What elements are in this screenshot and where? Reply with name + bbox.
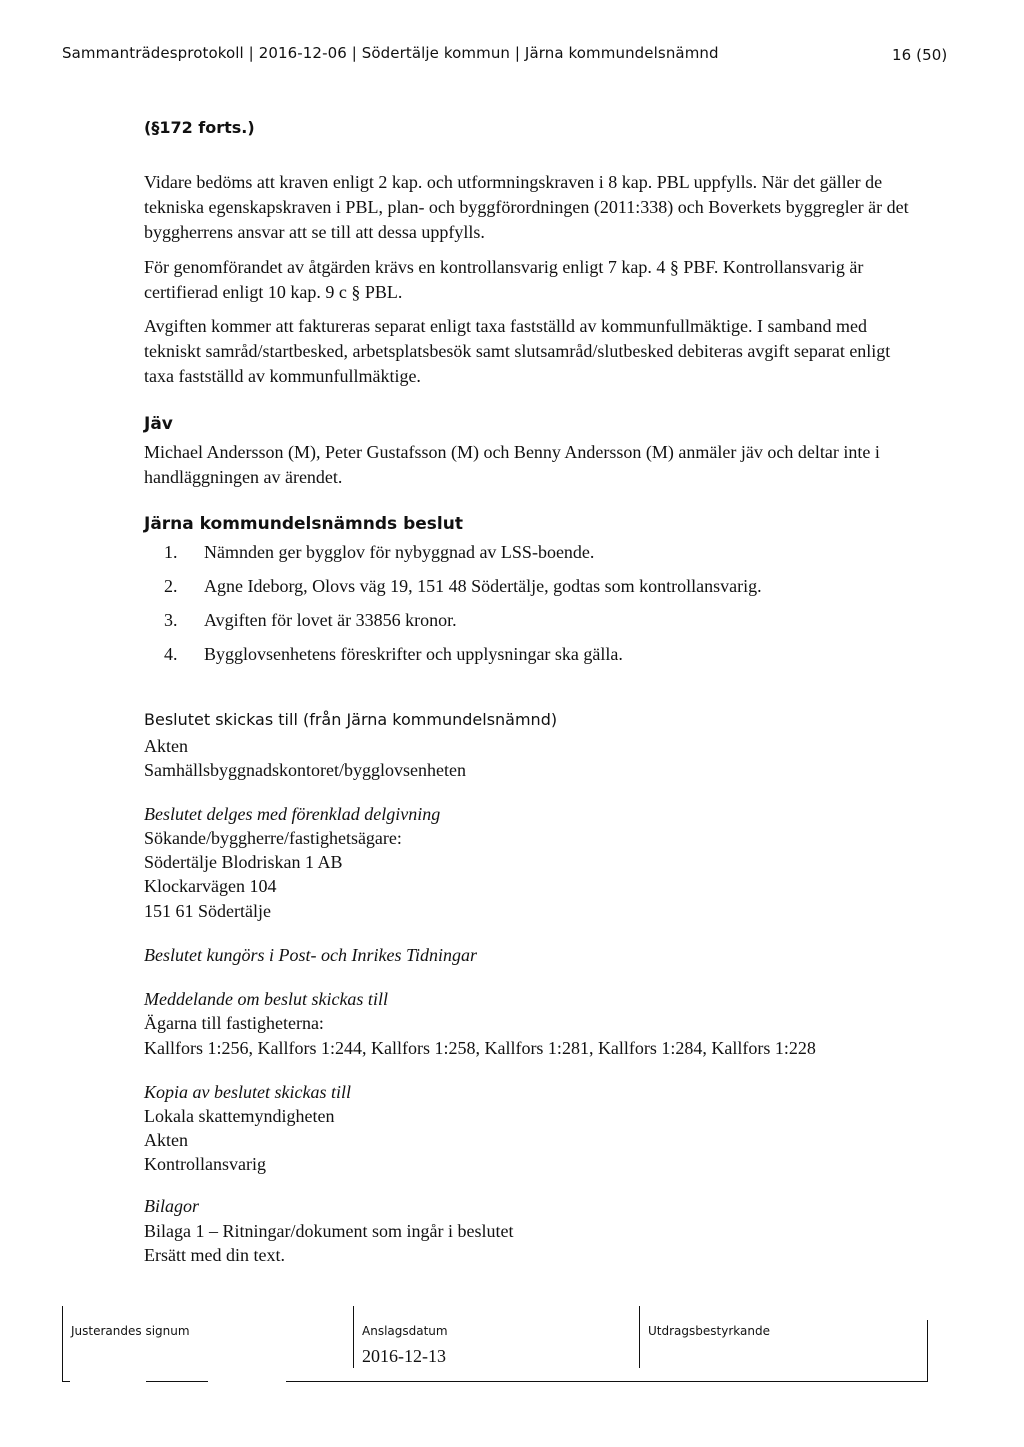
service-line: Södertälje Blodriskan 1 AB <box>144 852 343 872</box>
item-text: Avgiften för lovet är 33856 kronor. <box>204 610 457 630</box>
header-title: Sammanträdesprotokoll | 2016-12-06 | Södertälje kommun | Järna kommundelsnämnd <box>62 44 719 62</box>
section-reference: (§172 forts.) <box>144 118 255 137</box>
posting-date-value: 2016-12-13 <box>362 1346 446 1366</box>
table-border <box>639 1306 640 1368</box>
paragraph-text: Michael Andersson (M), Peter Gustafsson (M) och Benny Andersson (M) anmäler jäv och deltar inte i handläggningen av ärendet. <box>144 442 880 487</box>
list-item <box>144 540 904 574</box>
notice-heading: Meddelande om beslut skickas till <box>144 989 388 1009</box>
attachments-heading: Bilagor <box>144 1196 200 1216</box>
item-number: 2. <box>164 576 178 596</box>
service-heading: Beslutet delges med förenklad delgivning <box>144 804 441 824</box>
notice-line: Ägarna till fastigheterna: <box>144 1013 324 1033</box>
paragraph-requirements <box>144 170 924 245</box>
table-border <box>62 1306 63 1382</box>
table-border <box>927 1320 928 1382</box>
sent-to-line: Samhällsbyggnadskontoret/bygglovsenheten <box>144 760 466 780</box>
copy-line: Kontrollansvarig <box>144 1154 266 1174</box>
service-line: Sökande/byggherre/fastighetsägare: <box>144 828 402 848</box>
item-text: Nämnden ger bygglov för nybyggnad av LSS-boende. <box>204 542 595 562</box>
attachment-line: Ersätt med din text. <box>144 1245 285 1265</box>
copy-line: Akten <box>144 1130 188 1150</box>
list-item <box>144 574 904 608</box>
service-line: Klockarvägen 104 <box>144 876 277 896</box>
copy-heading: Kopia av beslutet skickas till <box>144 1082 351 1102</box>
paragraph-control-responsible <box>144 255 924 305</box>
table-border <box>62 1381 70 1382</box>
notice-line: Kallfors 1:256, Kallfors 1:244, Kallfors 1:258, Kallfors 1:281, Kallfors 1:284, Kallfors 1:228 <box>144 1038 816 1058</box>
table-border <box>353 1306 354 1368</box>
service-line: 151 61 Södertälje <box>144 901 271 921</box>
item-text: Agne Ideborg, Olovs väg 19, 151 48 Södertälje, godtas som kontrollansvarig. <box>204 576 762 596</box>
signature-label: Justerandes signum <box>71 1324 190 1338</box>
table-border <box>286 1381 928 1382</box>
item-number: 1. <box>164 542 178 562</box>
sent-to-heading: Beslutet skickas till (från Järna kommundelsnämnd) <box>144 710 558 729</box>
extract-certification-label: Utdragsbestyrkande <box>648 1324 770 1338</box>
decision-heading: Järna kommundelsnämnds beslut <box>144 514 463 534</box>
decision-list <box>144 540 904 676</box>
copy-line: Lokala skattemyndigheten <box>144 1106 335 1126</box>
paragraph-fee <box>144 314 924 389</box>
page-number: 16 (50) <box>892 46 948 64</box>
posting-date-label: Anslagsdatum <box>362 1324 448 1338</box>
jav-heading: Jäv <box>144 414 173 434</box>
attachment-line: Bilaga 1 – Ritningar/dokument som ingår i beslutet <box>144 1221 514 1241</box>
paragraph-text: Avgiften kommer att faktureras separat enligt taxa fastställd av kommunfullmäktige. I samband med tekniskt samråd/startbesked, arbetsplatsbesök samt slutsamråd/slutbesked debiteras avgift separat enligt taxa fastställd av kommunfullmäktige. <box>144 316 891 386</box>
paragraph-text: För genomförandet av åtgärden krävs en kontrollansvarig enligt 7 kap. 4 § PBF. Kontrollansvarig är certifierad enligt 10 kap. 9 c § PBL. <box>144 257 864 302</box>
item-number: 4. <box>164 644 178 664</box>
table-border <box>146 1381 208 1382</box>
list-item <box>144 642 904 676</box>
sent-to-line: Akten <box>144 736 188 756</box>
list-item <box>144 608 904 642</box>
jav-paragraph <box>144 440 924 490</box>
paragraph-text: Vidare bedöms att kraven enligt 2 kap. och utformningskraven i 8 kap. PBL uppfylls. När det gäller de tekniska egenskapskraven i PBL, plan- och byggförordningen (2011:338) och Boverkets byggregler är det byggherrens ansvar att se till att dessa uppfylls. <box>144 172 909 242</box>
announced-heading: Beslutet kungörs i Post- och Inrikes Tidningar <box>144 945 477 965</box>
item-number: 3. <box>164 610 178 630</box>
item-text: Bygglovsenhetens föreskrifter och upplysningar ska gälla. <box>204 644 623 664</box>
